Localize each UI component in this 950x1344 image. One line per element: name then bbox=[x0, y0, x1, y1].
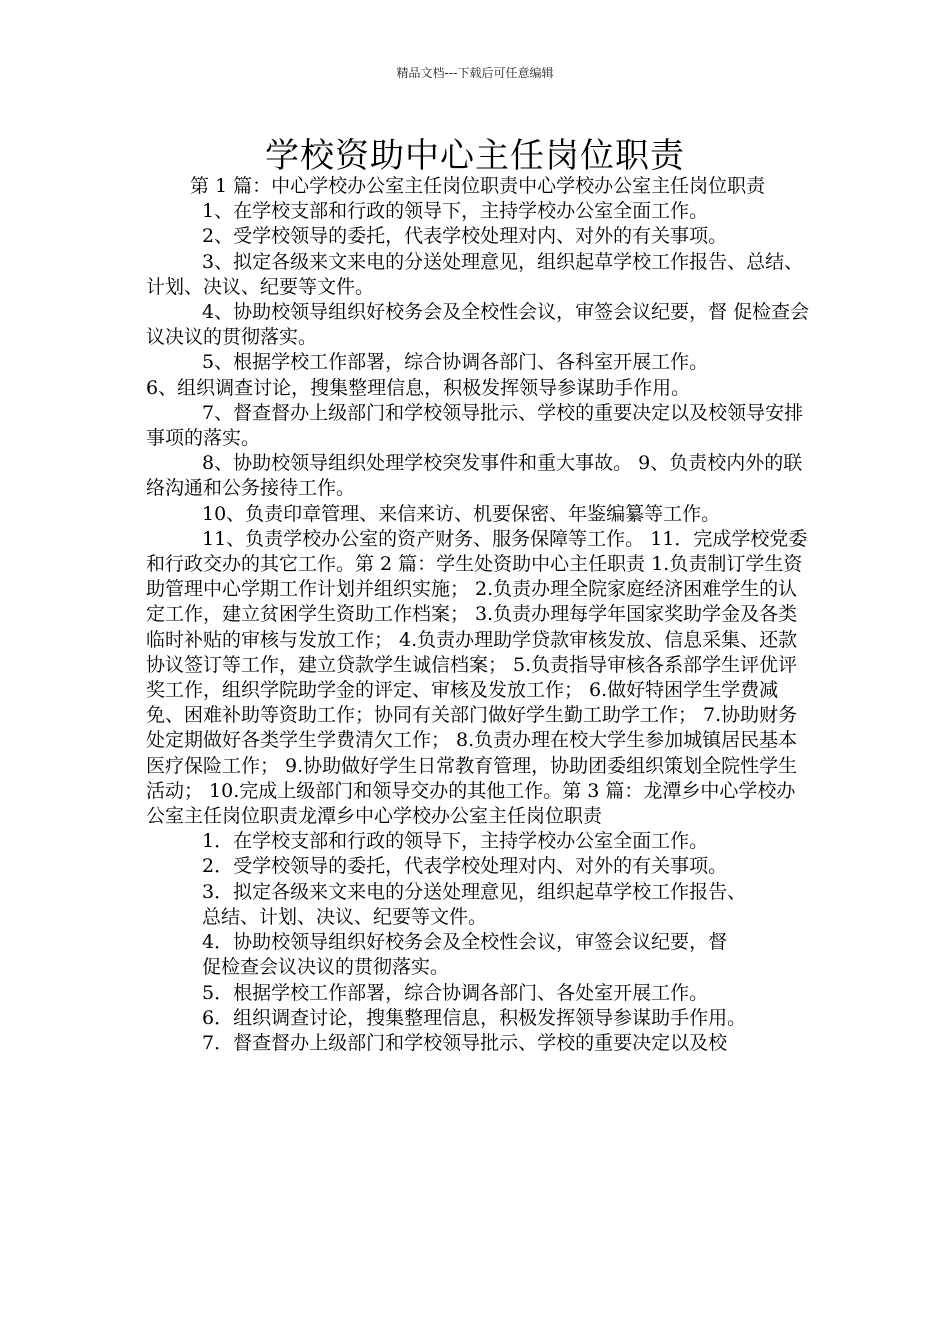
paragraph: 促检查会议决议的贯彻落实。 bbox=[202, 956, 450, 979]
paragraph: 7．督查督办上级部门和学校领导批示、学校的重要决定以及校 bbox=[202, 1031, 728, 1054]
paragraph: 3、拟定各级来文来电的分送处理意见，组织起草学校工作报告、总结、计划、决议、纪要等文件。 bbox=[146, 250, 804, 298]
paragraph: 5．根据学校工作部署，综合协调各部门、各处室开展工作。 bbox=[202, 981, 709, 1004]
paragraph: 总结、计划、决议、纪要等文件。 bbox=[202, 905, 488, 928]
document-body bbox=[146, 174, 812, 1056]
paragraph: 4、协助校领导组织好校务会及全校性会议，审签会议纪要，督 促检查会议决议的贯彻落实。 bbox=[146, 301, 810, 349]
page-header: 精品文档---下载后可任意编辑 bbox=[396, 66, 554, 80]
paragraph: 1、在学校支部和行政的领导下，主持学校办公室全面工作。 bbox=[202, 200, 709, 223]
paragraph: 10、负责印章管理、来信来访、机要保密、年鉴编纂等工作。 bbox=[202, 502, 721, 525]
paragraph: 2、受学校领导的委托，代表学校处理对内、对外的有关事项。 bbox=[202, 225, 728, 248]
paragraph: 6、组织调查讨论，搜集整理信息，积极发挥领导参谋助手作用。 bbox=[146, 376, 691, 399]
paragraph: 8、协助校领导组织处理学校突发事件和重大事故。 9、负责校内外的联络沟通和公务接待工作。 bbox=[146, 452, 803, 500]
paragraph: 11、负责学校办公室的资产财务、服务保障等工作。 11．完成学校党委和行政交办的其它工作。第 2 篇：学生处资助中心主任职责 1.负责制订学生资助管理中心学期工作计划并组织实施； 2.负责办理全院家庭经济困难学生的认定工作，建立贫困学生资助工作档案； 3.负责办理每学年国家奖助学金及各类临时补贴的审核与发放工作； 4.负责办理助学贷款审核发放、信息采集、还款协议签订等工作，建立贷款学生诚信档案； 5.负责指导审核各系部学生评优评奖工作，组织学院助学金的评定、审核及发放工作； 6.做好特困学生学费减免、困难补助等资助工作；协同有关部门做好学生勤工助学工作； 7.协助财务处定期做好各类学生学费清欠工作； 8.负责办理在校大学生参加城镇居民基本医疗保险工作； 9.协助做好学生日常教育管理，协助团委组织策划全院性学生活动； 10.完成上级部门和领导交办的其他工作。第 3 篇：龙潭乡中心学校办公室主任岗位职责龙潭乡中心学校办公室主任岗位职责 bbox=[146, 527, 808, 828]
paragraph: 4．协助校领导组织好校务会及全校性会议，审签会议纪要，督 bbox=[202, 931, 728, 954]
paragraph: 3．拟定各级来文来电的分送处理意见，组织起草学校工作报告、 bbox=[202, 880, 747, 903]
paragraph: 7、督查督办上级部门和学校领导批示、学校的重要决定以及校领导安排事项的落实。 bbox=[146, 401, 804, 450]
paragraph: 1．在学校支部和行政的领导下，主持学校办公室全面工作。 bbox=[202, 830, 709, 853]
paragraph: 2．受学校领导的委托，代表学校处理对内、对外的有关事项。 bbox=[202, 855, 728, 878]
paragraph: 5、根据学校工作部署，综合协调各部门、各科室开展工作。 bbox=[202, 351, 709, 374]
document-title: 学校资助中心主任岗位职责 bbox=[265, 136, 685, 176]
paragraph: 6．组织调查讨论，搜集整理信息，积极发挥领导参谋助手作用。 bbox=[202, 1006, 747, 1029]
paragraph: 第 1 篇：中心学校办公室主任岗位职责中心学校办公室主任岗位职责 bbox=[190, 175, 766, 197]
